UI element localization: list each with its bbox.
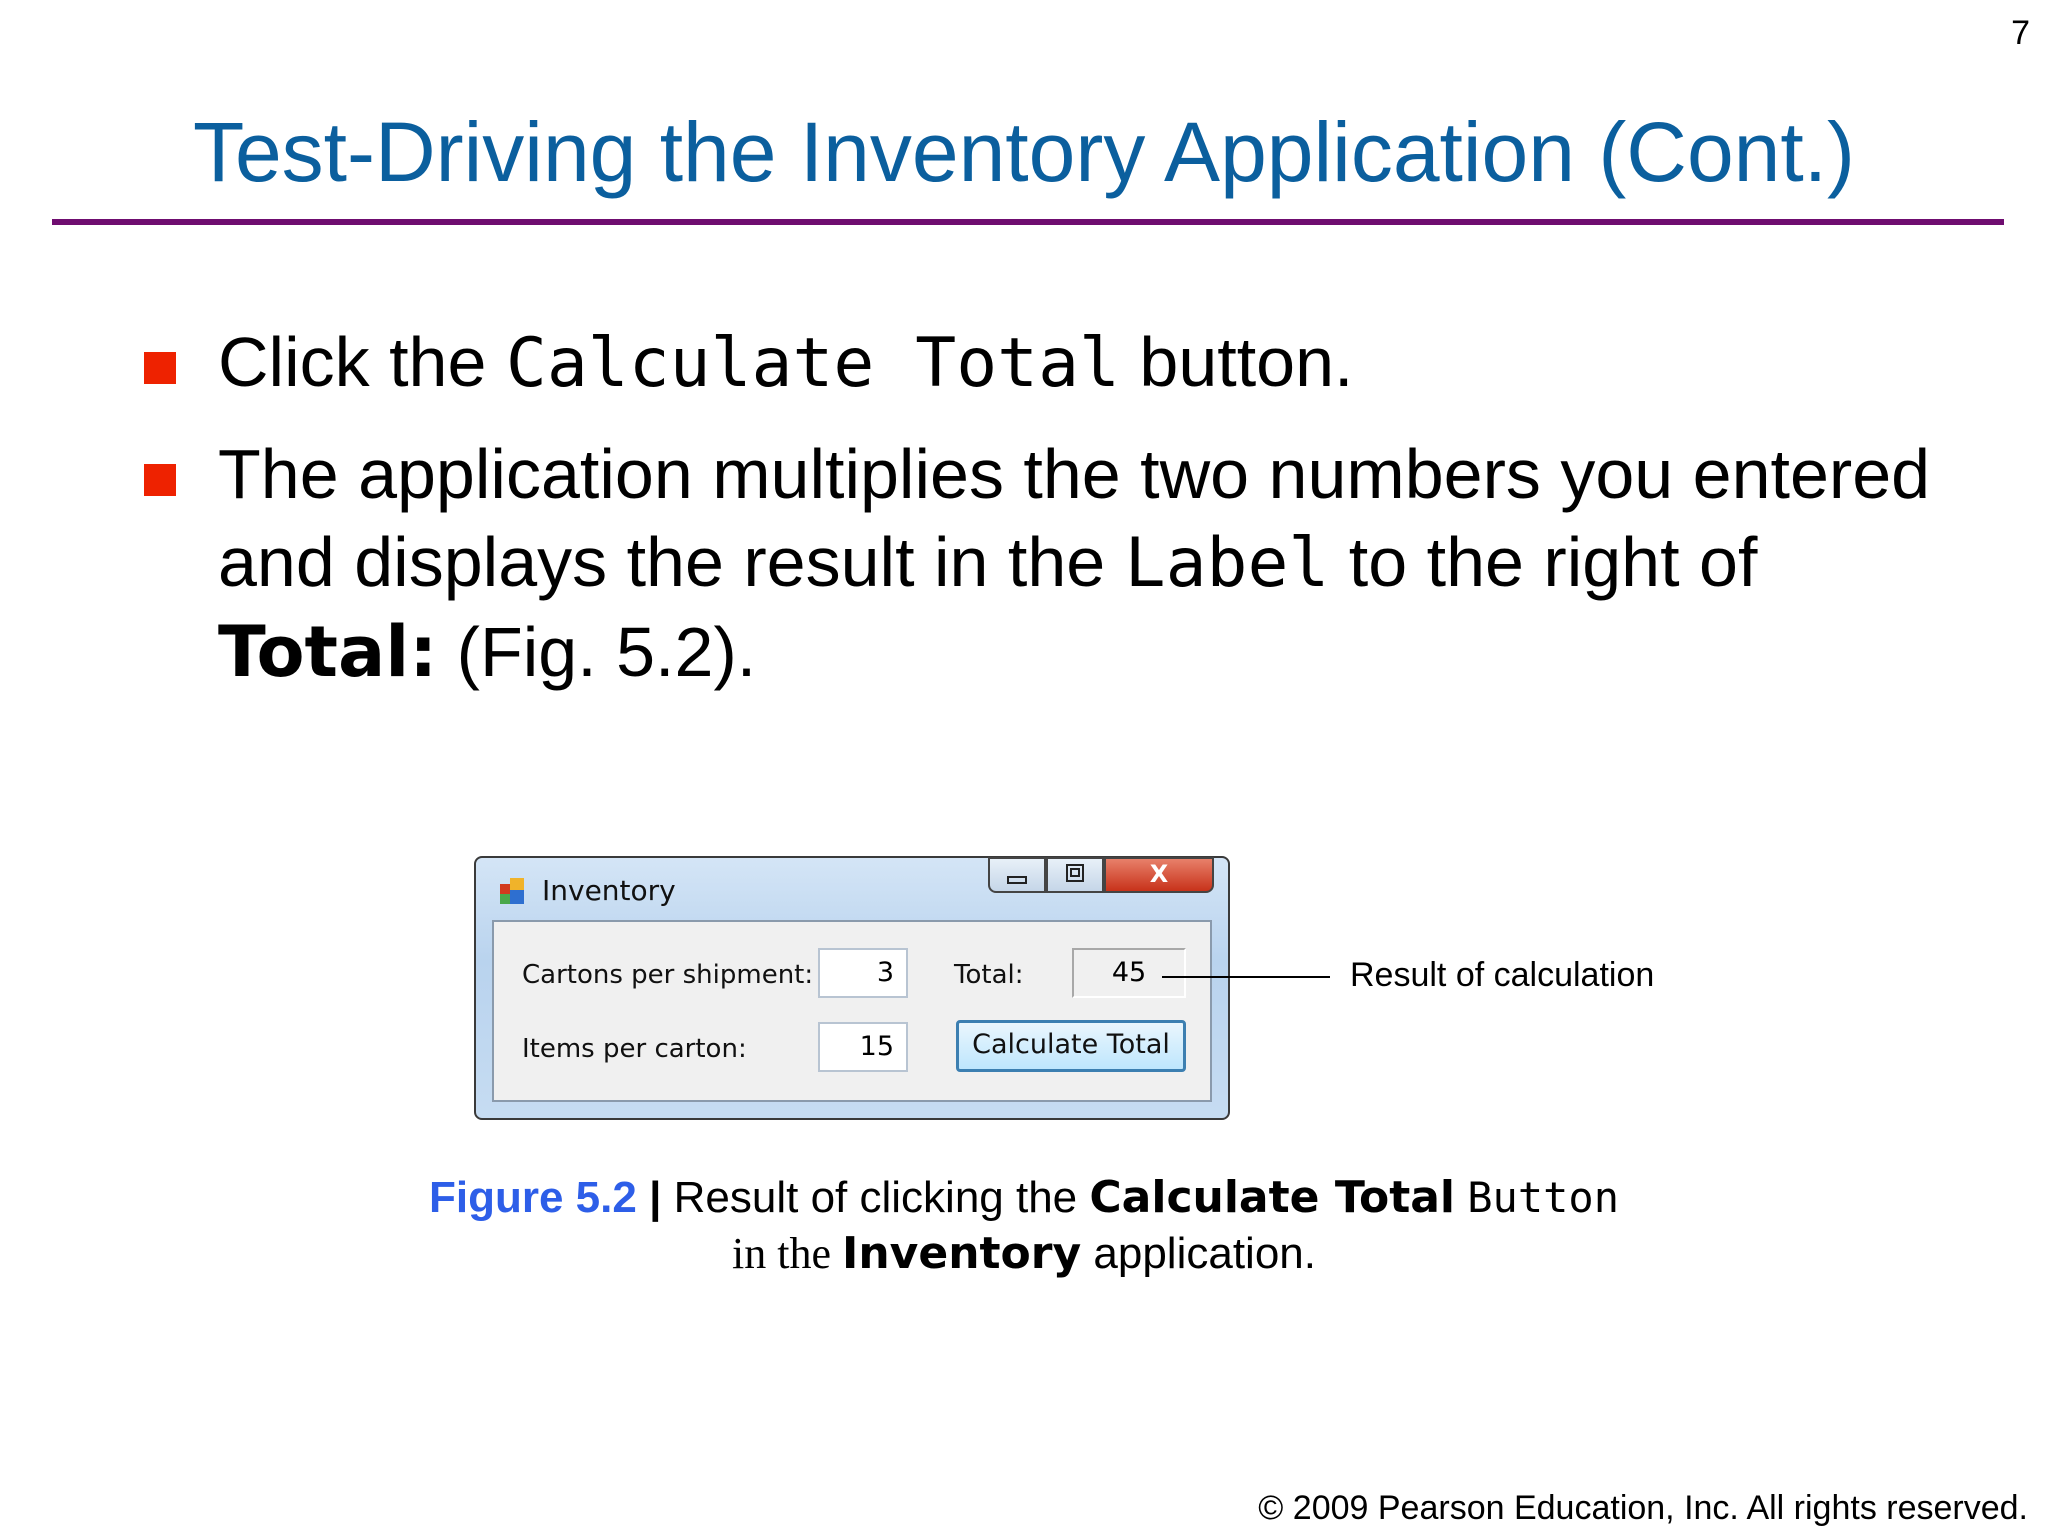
window-controls bbox=[988, 857, 1218, 897]
page-number: 7 bbox=[2011, 14, 2030, 52]
window-client-area bbox=[492, 920, 1212, 1102]
callout-line bbox=[1162, 976, 1330, 978]
maximize-icon bbox=[1060, 859, 1090, 889]
total-output: 45 bbox=[1072, 948, 1186, 998]
minimize-button[interactable] bbox=[988, 857, 1046, 893]
caption-code: Button bbox=[1467, 1173, 1619, 1222]
figure-caption bbox=[0, 1170, 2048, 1282]
caption-bold-button-name: Calculate Total bbox=[1089, 1172, 1456, 1223]
bullet-2-bold: Total: bbox=[218, 611, 438, 693]
caption-separator: | bbox=[649, 1173, 662, 1222]
figure-label: Figure 5.2 bbox=[429, 1173, 637, 1222]
bullet-square-icon bbox=[144, 352, 176, 384]
caption-line-1 bbox=[0, 1170, 2048, 1226]
slide-title: Test-Driving the Inventory Application (Cont.) bbox=[192, 105, 1856, 199]
copyright-notice: © 2009 Pearson Education, Inc. All rights reserved. bbox=[1258, 1489, 2028, 1527]
bullet-item-1 bbox=[144, 318, 1944, 408]
cartons-input[interactable]: 3 bbox=[818, 948, 908, 998]
caption-end: application. bbox=[1081, 1229, 1316, 1278]
close-button[interactable] bbox=[1104, 857, 1214, 893]
bullet-2-middle: to the right of bbox=[1329, 523, 1758, 601]
inventory-window bbox=[474, 856, 1230, 1120]
callout-label: Result of calculation bbox=[1350, 956, 1655, 994]
bullet-square-icon bbox=[144, 464, 176, 496]
app-icon bbox=[498, 876, 528, 906]
maximize-button[interactable] bbox=[1046, 857, 1104, 893]
caption-in-the: in the bbox=[732, 1229, 842, 1278]
bullet-1-code: Calculate Total bbox=[505, 324, 1120, 403]
cartons-label: Cartons per shipment: bbox=[522, 960, 814, 990]
caption-text: Result of clicking the bbox=[673, 1173, 1090, 1222]
window-title: Inventory bbox=[542, 874, 676, 907]
caption-line-2 bbox=[0, 1226, 2048, 1282]
close-icon: X bbox=[1149, 860, 1169, 888]
calculate-total-button[interactable]: Calculate Total bbox=[956, 1020, 1186, 1072]
bullet-list bbox=[144, 318, 1944, 718]
total-label: Total: bbox=[954, 960, 1024, 990]
bullet-2-code: Label bbox=[1124, 524, 1330, 603]
items-label: Items per carton: bbox=[522, 1034, 747, 1064]
items-input[interactable]: 15 bbox=[818, 1022, 908, 1072]
minimize-icon bbox=[1002, 859, 1032, 889]
bullet-2-text: The application multiplies the two numbers you entered and displays the result in the bbox=[218, 435, 1931, 601]
bullet-1-text: Click the bbox=[218, 323, 506, 401]
caption-bold-app-name: Inventory bbox=[841, 1228, 1082, 1279]
bullet-1-end: button. bbox=[1119, 323, 1354, 401]
bullet-2-end: (Fig. 5.2). bbox=[437, 613, 757, 691]
bullet-item-2 bbox=[144, 430, 1944, 696]
title-divider bbox=[52, 219, 2004, 225]
